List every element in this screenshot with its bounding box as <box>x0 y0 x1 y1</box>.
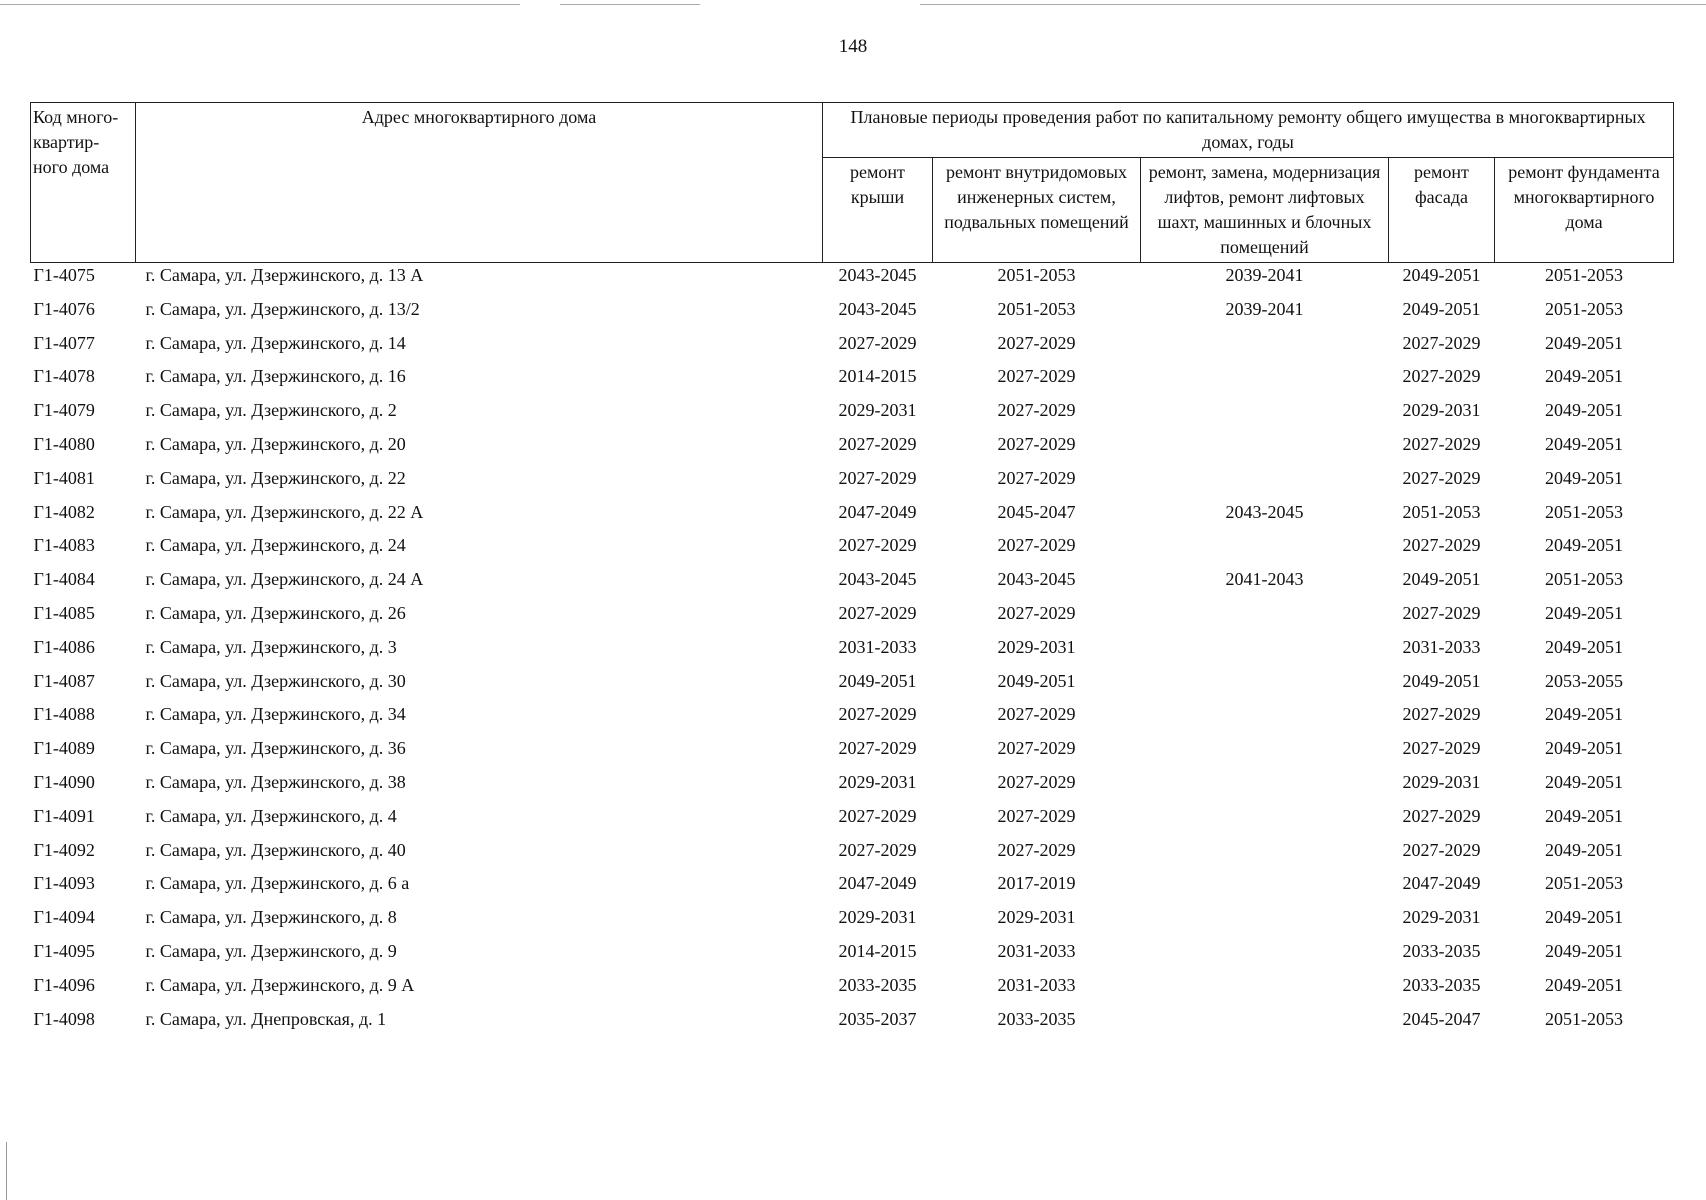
cell-code: Г1-4080 <box>33 433 95 454</box>
cell-code: Г1-4077 <box>33 332 95 353</box>
cell-engineering: 2027-2029 <box>997 771 1076 792</box>
cell-roof: 2043-2045 <box>838 265 917 285</box>
cell-elevators <box>1141 601 1389 635</box>
cell-engineering: 2027-2029 <box>997 535 1076 556</box>
cell-foundation: 2049-2051 <box>1545 467 1624 488</box>
cell-foundation: 2049-2051 <box>1545 771 1624 792</box>
table-row <box>31 533 1674 567</box>
cell-roof: 2043-2045 <box>838 298 917 319</box>
cell-facade: 2033-2035 <box>1402 940 1481 961</box>
cell-address: г. Самара, ул. Дзержинского, д. 24 <box>145 535 406 556</box>
cell-engineering: 2027-2029 <box>997 805 1076 826</box>
cell-address: г. Самара, ул. Дзержинского, д. 22 <box>145 467 406 488</box>
cell-foundation: 2051-2053 <box>1545 569 1624 590</box>
repair-schedule-table <box>30 102 1674 1040</box>
cell-roof: 2027-2029 <box>838 535 917 556</box>
cell-address: г. Самара, ул. Дзержинского, д. 30 <box>145 670 406 691</box>
cell-facade: 2049-2051 <box>1402 670 1481 691</box>
table-row <box>31 432 1674 466</box>
cell-engineering: 2027-2029 <box>997 433 1076 454</box>
cell-facade: 2027-2029 <box>1402 332 1481 353</box>
cell-roof: 2014-2015 <box>838 366 917 387</box>
cell-foundation: 2049-2051 <box>1545 602 1624 623</box>
cell-foundation: 2049-2051 <box>1545 400 1624 421</box>
cell-engineering: 2049-2051 <box>997 670 1076 691</box>
cell-foundation: 2051-2053 <box>1545 873 1624 894</box>
table-row <box>31 770 1674 804</box>
cell-facade: 2029-2031 <box>1402 771 1481 792</box>
table-row <box>31 263 1674 297</box>
cell-foundation: 2049-2051 <box>1545 738 1624 759</box>
cell-code: Г1-4098 <box>33 1008 95 1029</box>
cell-facade: 2027-2029 <box>1402 535 1481 556</box>
scan-top-rule <box>0 4 520 5</box>
cell-facade: 2029-2031 <box>1402 400 1481 421</box>
cell-foundation: 2049-2051 <box>1545 907 1624 928</box>
cell-address: г. Самара, ул. Дзержинского, д. 9 А <box>145 974 415 995</box>
cell-facade: 2027-2029 <box>1402 738 1481 759</box>
cell-engineering: 2029-2031 <box>997 907 1076 928</box>
cell-address: г. Самара, ул. Дзержинского, д. 8 <box>145 907 397 928</box>
cell-address: г. Самара, ул. Дзержинского, д. 3 <box>145 636 397 657</box>
cell-foundation: 2049-2051 <box>1545 805 1624 826</box>
cell-foundation: 2049-2051 <box>1545 704 1624 725</box>
table-row <box>31 331 1674 365</box>
table-row <box>31 297 1674 331</box>
cell-engineering: 2027-2029 <box>997 467 1076 488</box>
cell-code: Г1-4083 <box>33 535 95 556</box>
cell-elevators <box>1141 635 1389 669</box>
cell-elevators <box>1141 466 1389 500</box>
cell-foundation: 2049-2051 <box>1545 940 1624 961</box>
cell-facade: 2047-2049 <box>1402 873 1481 894</box>
table-body <box>31 263 1674 1041</box>
cell-elevators: 2041-2043 <box>1225 569 1304 590</box>
table-row <box>31 567 1674 601</box>
cell-engineering: 2027-2029 <box>997 332 1076 353</box>
cell-roof: 2027-2029 <box>838 839 917 860</box>
table-row <box>31 905 1674 939</box>
cell-roof: 2027-2029 <box>838 805 917 826</box>
cell-engineering: 2027-2029 <box>997 602 1076 623</box>
table-row <box>31 871 1674 905</box>
cell-code: Г1-4094 <box>33 907 95 928</box>
cell-foundation: 2049-2051 <box>1545 839 1624 860</box>
cell-engineering: 2031-2033 <box>997 974 1076 995</box>
cell-elevators <box>1141 939 1389 973</box>
table-row <box>31 500 1674 534</box>
cell-elevators <box>1141 364 1389 398</box>
cell-roof: 2027-2029 <box>838 602 917 623</box>
cell-elevators <box>1141 398 1389 432</box>
cell-facade: 2031-2033 <box>1402 636 1481 657</box>
cell-elevators: 2039-2041 <box>1225 298 1304 319</box>
table-row <box>31 804 1674 838</box>
header-elevators: ремонт, замена, модернизация лифтов, ремонт лифтовых шахт, машинных и блочных помещений <box>1141 158 1389 263</box>
cell-elevators <box>1141 871 1389 905</box>
cell-address: г. Самара, ул. Дзержинского, д. 36 <box>145 738 406 759</box>
cell-facade: 2049-2051 <box>1402 298 1481 319</box>
table-row <box>31 736 1674 770</box>
header-foundation: ремонт фундамента многоквартирного дома <box>1495 158 1674 263</box>
cell-roof: 2029-2031 <box>838 400 917 421</box>
cell-code: Г1-4084 <box>33 569 95 590</box>
cell-elevators <box>1141 669 1389 703</box>
table-row <box>31 838 1674 872</box>
cell-roof: 2049-2051 <box>838 670 917 691</box>
cell-roof: 2027-2029 <box>838 704 917 725</box>
cell-code: Г1-4089 <box>33 738 95 759</box>
cell-engineering: 2031-2033 <box>997 940 1076 961</box>
cell-code: Г1-4076 <box>33 298 95 319</box>
cell-elevators <box>1141 973 1389 1007</box>
cell-facade: 2027-2029 <box>1402 366 1481 387</box>
table-row <box>31 364 1674 398</box>
header-code: Код много-квартир-ного дома <box>31 103 136 263</box>
cell-foundation: 2051-2053 <box>1545 265 1624 285</box>
cell-address: г. Самара, ул. Дзержинского, д. 38 <box>145 771 406 792</box>
cell-code: Г1-4091 <box>33 805 95 826</box>
cell-engineering: 2027-2029 <box>997 366 1076 387</box>
cell-code: Г1-4075 <box>33 265 95 285</box>
cell-address: г. Самара, ул. Дзержинского, д. 4 <box>145 805 397 826</box>
cell-roof: 2047-2049 <box>838 873 917 894</box>
cell-foundation: 2049-2051 <box>1545 332 1624 353</box>
cell-elevators <box>1141 736 1389 770</box>
cell-foundation: 2053-2055 <box>1545 670 1624 691</box>
cell-facade: 2027-2029 <box>1402 839 1481 860</box>
cell-code: Г1-4078 <box>33 366 95 387</box>
cell-engineering: 2051-2053 <box>997 265 1076 285</box>
cell-roof: 2033-2035 <box>838 974 917 995</box>
table-row <box>31 466 1674 500</box>
cell-code: Г1-4096 <box>33 974 95 995</box>
cell-facade: 2027-2029 <box>1402 805 1481 826</box>
cell-roof: 2014-2015 <box>838 940 917 961</box>
cell-foundation: 2051-2053 <box>1545 501 1624 522</box>
cell-code: Г1-4087 <box>33 670 95 691</box>
cell-facade: 2027-2029 <box>1402 704 1481 725</box>
cell-code: Г1-4079 <box>33 400 95 421</box>
cell-facade: 2029-2031 <box>1402 907 1481 928</box>
scan-top-rule <box>920 4 1706 5</box>
header-address: Адрес многоквартирного дома <box>136 103 823 263</box>
cell-foundation: 2049-2051 <box>1545 535 1624 556</box>
cell-address: г. Самара, ул. Дзержинского, д. 20 <box>145 433 406 454</box>
cell-code: Г1-4081 <box>33 467 95 488</box>
table-row <box>31 601 1674 635</box>
scan-top-rule <box>560 4 700 5</box>
header-periods: Плановые периоды проведения работ по капитальному ремонту общего имущества в многоквартирных домах, годы <box>823 103 1674 158</box>
header-engineering: ремонт внутридомовых инженерных систем, подвальных помещений <box>933 158 1141 263</box>
cell-elevators <box>1141 1007 1389 1041</box>
cell-elevators <box>1141 804 1389 838</box>
cell-foundation: 2049-2051 <box>1545 366 1624 387</box>
cell-address: г. Самара, ул. Дзержинского, д. 2 <box>145 400 397 421</box>
cell-address: г. Самара, ул. Дзержинского, д. 13/2 <box>145 298 420 319</box>
cell-address: г. Самара, ул. Дзержинского, д. 9 <box>145 940 397 961</box>
cell-elevators <box>1141 533 1389 567</box>
cell-engineering: 2045-2047 <box>997 501 1076 522</box>
cell-facade: 2049-2051 <box>1402 569 1481 590</box>
cell-elevators <box>1141 770 1389 804</box>
cell-roof: 2043-2045 <box>838 569 917 590</box>
cell-engineering: 2051-2053 <box>997 298 1076 319</box>
cell-engineering: 2027-2029 <box>997 839 1076 860</box>
cell-elevators: 2039-2041 <box>1225 265 1304 285</box>
cell-roof: 2047-2049 <box>838 501 917 522</box>
cell-address: г. Самара, ул. Днепровская, д. 1 <box>145 1008 387 1029</box>
header-facade: ремонт фасада <box>1389 158 1495 263</box>
cell-address: г. Самара, ул. Дзержинского, д. 26 <box>145 602 406 623</box>
cell-address: г. Самара, ул. Дзержинского, д. 13 А <box>145 265 424 285</box>
cell-code: Г1-4088 <box>33 704 95 725</box>
cell-facade: 2033-2035 <box>1402 974 1481 995</box>
cell-code: Г1-4082 <box>33 501 95 522</box>
table-row <box>31 635 1674 669</box>
cell-address: г. Самара, ул. Дзержинского, д. 6 а <box>145 873 410 894</box>
cell-facade: 2045-2047 <box>1402 1008 1481 1029</box>
cell-engineering: 2029-2031 <box>997 636 1076 657</box>
header-roof: ремонт крыши <box>823 158 933 263</box>
table-row <box>31 939 1674 973</box>
cell-elevators <box>1141 905 1389 939</box>
cell-engineering: 2027-2029 <box>997 738 1076 759</box>
cell-facade: 2051-2053 <box>1402 501 1481 522</box>
cell-facade: 2027-2029 <box>1402 467 1481 488</box>
cell-facade: 2027-2029 <box>1402 433 1481 454</box>
page-number: 148 <box>838 36 868 57</box>
table-row <box>31 1007 1674 1041</box>
cell-roof: 2029-2031 <box>838 907 917 928</box>
cell-roof: 2027-2029 <box>838 433 917 454</box>
cell-code: Г1-4085 <box>33 602 95 623</box>
cell-elevators <box>1141 432 1389 466</box>
cell-roof: 2027-2029 <box>838 738 917 759</box>
cell-code: Г1-4086 <box>33 636 95 657</box>
cell-elevators <box>1141 331 1389 365</box>
cell-engineering: 2027-2029 <box>997 400 1076 421</box>
cell-facade: 2027-2029 <box>1402 602 1481 623</box>
cell-roof: 2029-2031 <box>838 771 917 792</box>
cell-address: г. Самара, ул. Дзержинского, д. 14 <box>145 332 406 353</box>
cell-foundation: 2049-2051 <box>1545 433 1624 454</box>
cell-engineering: 2027-2029 <box>997 704 1076 725</box>
cell-facade: 2049-2051 <box>1402 265 1481 285</box>
cell-elevators <box>1141 838 1389 872</box>
cell-foundation: 2049-2051 <box>1545 974 1624 995</box>
cell-roof: 2027-2029 <box>838 467 917 488</box>
table-row <box>31 398 1674 432</box>
cell-address: г. Самара, ул. Дзержинского, д. 16 <box>145 366 406 387</box>
table-row <box>31 669 1674 703</box>
cell-roof: 2027-2029 <box>838 332 917 353</box>
cell-engineering: 2033-2035 <box>997 1008 1076 1029</box>
table-row <box>31 702 1674 736</box>
cell-engineering: 2017-2019 <box>997 873 1076 894</box>
cell-elevators: 2043-2045 <box>1225 501 1304 522</box>
cell-address: г. Самара, ул. Дзержинского, д. 40 <box>145 839 406 860</box>
cell-address: г. Самара, ул. Дзержинского, д. 24 А <box>145 569 424 590</box>
cell-roof: 2035-2037 <box>838 1008 917 1029</box>
cell-roof: 2031-2033 <box>838 636 917 657</box>
cell-address: г. Самара, ул. Дзержинского, д. 34 <box>145 704 406 725</box>
cell-foundation: 2051-2053 <box>1545 1008 1624 1029</box>
cell-engineering: 2043-2045 <box>997 569 1076 590</box>
table-row <box>31 973 1674 1007</box>
cell-code: Г1-4092 <box>33 839 95 860</box>
scan-edge-mark <box>6 1142 7 1200</box>
cell-elevators <box>1141 702 1389 736</box>
cell-foundation: 2051-2053 <box>1545 298 1624 319</box>
cell-code: Г1-4093 <box>33 873 95 894</box>
cell-code: Г1-4090 <box>33 771 95 792</box>
cell-address: г. Самара, ул. Дзержинского, д. 22 А <box>145 501 424 522</box>
cell-code: Г1-4095 <box>33 940 95 961</box>
cell-foundation: 2049-2051 <box>1545 636 1624 657</box>
